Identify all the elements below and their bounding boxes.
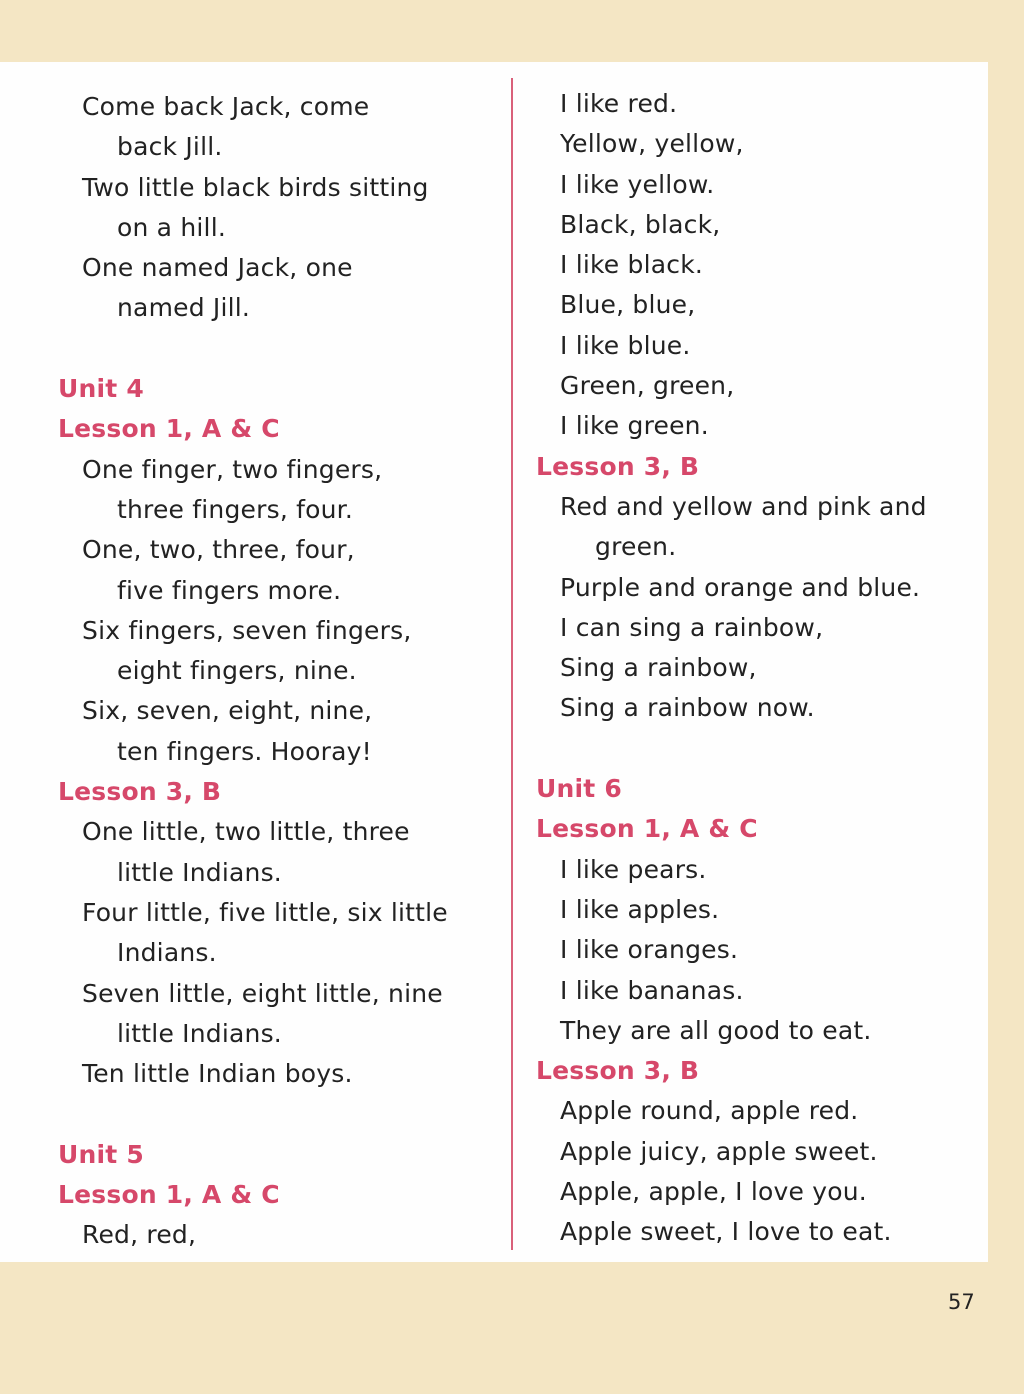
lyric-line: on a hill. <box>117 212 226 242</box>
lyric-line: Purple and orange and blue. <box>560 572 921 602</box>
lyric-line: One finger, two fingers, <box>82 454 383 484</box>
lyric-line: Indians. <box>117 938 217 968</box>
lyric-line: Two little black birds sitting <box>82 172 429 202</box>
lyric-line: I like red. <box>560 89 678 118</box>
lyric-line: three fingers, four. <box>117 494 353 524</box>
lyric-line: green. <box>595 532 677 562</box>
section-heading: Unit 5 <box>58 1139 144 1169</box>
lyric-line: ten fingers. Hooray! <box>117 736 372 766</box>
lyric-line: Black, black, <box>560 209 721 239</box>
section-heading: Lesson 3, B <box>58 777 222 807</box>
lyric-line: I like apples. <box>560 894 720 924</box>
lyric-line: I like oranges. <box>560 935 739 965</box>
lyric-line: Apple sweet, I love to eat. <box>560 1217 892 1247</box>
lyric-line: Red, red, <box>82 1220 197 1250</box>
lyric-line: I can sing a rainbow, <box>560 612 824 642</box>
lyric-line: I like blue. <box>560 330 691 360</box>
lyric-line: I like green. <box>560 411 709 441</box>
column-divider <box>511 78 513 1250</box>
lyric-line: Sing a rainbow now. <box>560 693 815 723</box>
blank-line <box>536 729 927 769</box>
lyric-line: One named Jack, one <box>82 253 353 283</box>
lyric-line: five fingers more. <box>117 575 342 605</box>
blank-line <box>58 329 448 369</box>
lyric-line: Sing a rainbow, <box>560 653 757 683</box>
lyric-line: I like bananas. <box>560 975 744 1005</box>
lyric-line: named Jill. <box>117 293 251 323</box>
lyric-line: Six, seven, eight, nine, <box>82 696 373 726</box>
lyric-line: Green, green, <box>560 371 735 401</box>
left-column <box>58 87 448 1256</box>
lyric-line: Apple juicy, apple sweet. <box>560 1136 878 1166</box>
section-heading: Lesson 3, B <box>536 451 700 481</box>
lyric-line: Red and yellow and pink and <box>560 491 927 521</box>
right-column <box>536 84 927 1253</box>
lyric-line: Four little, five little, six little <box>82 897 448 927</box>
lyric-line: One, two, three, four, <box>82 535 355 565</box>
lyric-line: little Indians. <box>117 857 282 887</box>
section-heading: Lesson 1, A & C <box>58 414 280 444</box>
lyric-line: Blue, blue, <box>560 290 696 320</box>
lyric-line: They are all good to eat. <box>560 1015 872 1045</box>
lyric-line: Come back Jack, come <box>82 92 370 121</box>
lyric-line: I like pears. <box>560 854 707 884</box>
page-number: 57 <box>948 1290 975 1314</box>
lyric-line: eight fingers, nine. <box>117 656 357 686</box>
lyric-line: One little, two little, three <box>82 817 410 847</box>
lyric-line: Yellow, yellow, <box>560 129 744 159</box>
lyric-line: I like black. <box>560 250 704 280</box>
section-heading: Lesson 1, A & C <box>58 1180 280 1210</box>
lyric-line: Apple, apple, I love you. <box>560 1177 867 1207</box>
section-heading: Unit 4 <box>58 374 144 404</box>
lyric-line: Apple round, apple red. <box>560 1096 859 1126</box>
section-heading: Lesson 3, B <box>536 1056 700 1086</box>
blank-line <box>58 1094 448 1134</box>
lyric-line: Seven little, eight little, nine <box>82 978 443 1008</box>
lyric-line: Six fingers, seven fingers, <box>82 615 412 645</box>
section-heading: Lesson 1, A & C <box>536 814 758 844</box>
lyric-line: I like yellow. <box>560 169 715 199</box>
lyric-line: Ten little Indian boys. <box>82 1059 353 1089</box>
section-heading: Unit 6 <box>536 774 622 804</box>
lyric-line: back Jill. <box>117 132 223 162</box>
lyric-line: little Indians. <box>117 1018 282 1048</box>
